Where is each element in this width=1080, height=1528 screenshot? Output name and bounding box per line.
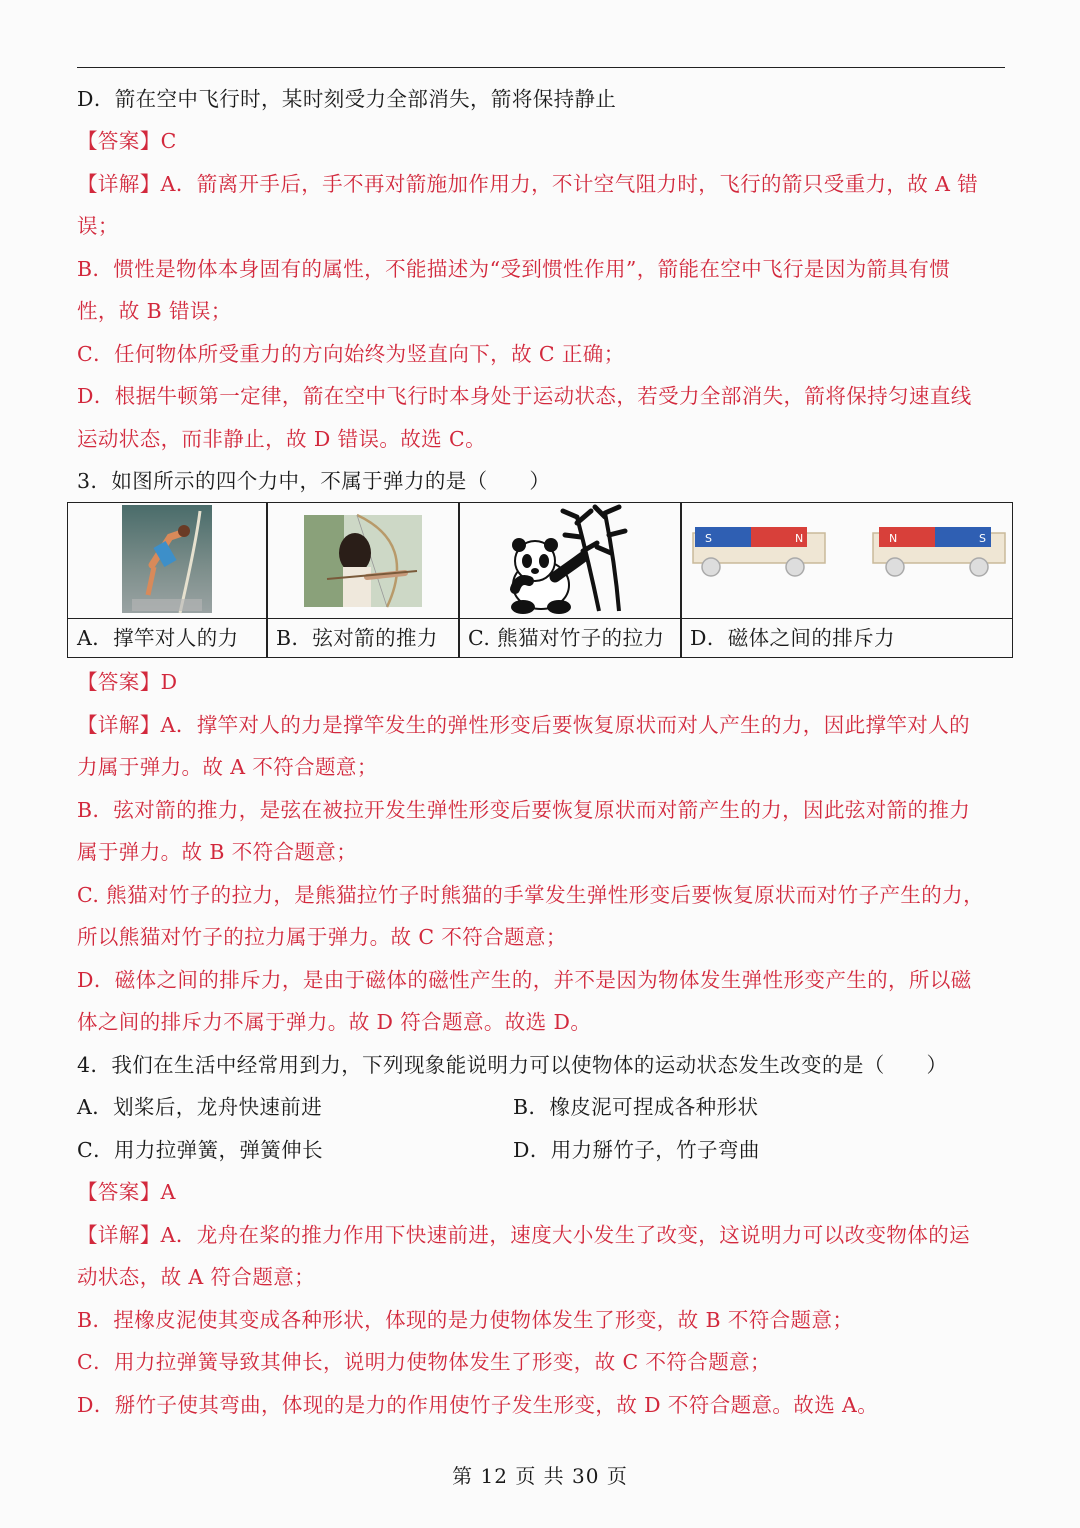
header-rule bbox=[77, 67, 1005, 68]
detail-line: D．根据牛顿第一定律，箭在空中飞行时本身处于运动状态，若受力全部消失，箭将保持匀速直线 bbox=[77, 384, 972, 408]
detail-line: 误； bbox=[77, 214, 119, 238]
detail-line: 【详解】A．箭离开手后，手不再对箭施加作用力，不计空气阻力时，飞行的箭只受重力，故 A 错 bbox=[77, 172, 979, 196]
detail-line: 属于弹力。故 B 不符合题意； bbox=[77, 840, 358, 864]
answer-value: C bbox=[160, 129, 177, 153]
magnet-pole-label: N bbox=[795, 532, 804, 545]
pole-vault-image bbox=[68, 503, 266, 617]
caption-d: D．磁体之间的排斥力 bbox=[681, 618, 1012, 658]
cell-b bbox=[267, 503, 458, 657]
magnet-pole-label: N bbox=[889, 532, 898, 545]
option-a: A．划桨后，龙舟快速前进 bbox=[77, 1095, 323, 1119]
answer-line bbox=[77, 127, 1007, 155]
panda-bamboo-image bbox=[459, 503, 680, 617]
detail-line: C．用力拉弹簧导致其伸长，说明力使物体发生了形变，故 C 不符合题意； bbox=[77, 1350, 771, 1374]
detail-line: 动状态，故 A 符合题意； bbox=[77, 1265, 316, 1289]
cell-c bbox=[459, 503, 680, 657]
answer-line: 【答案】D bbox=[77, 670, 178, 694]
detail-line: D．磁体之间的排斥力，是由于磁体的磁性产生的，并不是因为物体发生弹性形变产生的，所以磁 bbox=[77, 968, 972, 992]
magnet-pole-label: S bbox=[705, 532, 712, 545]
question-3: 3．如图所示的四个力中，不属于弹力的是（ ） bbox=[77, 469, 551, 493]
detail-line: 性，故 B 错误； bbox=[77, 299, 232, 323]
magnet-pole-label: S bbox=[979, 532, 986, 545]
option-d-text: D．箭在空中飞行时，某时刻受力全部消失，箭将保持静止 bbox=[77, 87, 617, 111]
detail-line: B．惯性是物体本身固有的属性，不能描述为“受到惯性作用”，箭能在空中飞行是因为箭具有惯 bbox=[77, 257, 951, 281]
detail-line: B．捏橡皮泥使其变成各种形状，体现的是力使物体发生了形变，故 B 不符合题意； bbox=[77, 1308, 854, 1332]
cell-a bbox=[68, 503, 266, 657]
detail-line: 体之间的排斥力不属于弹力。故 D 符合题意。故选 D。 bbox=[77, 1010, 592, 1034]
answer-bracket: 【答案】 bbox=[77, 129, 161, 153]
detail-line: 力属于弹力。故 A 不符合题意； bbox=[77, 755, 378, 779]
page-footer: 第 12 页 共 30 页 bbox=[452, 1464, 628, 1488]
question-3-figure-table bbox=[67, 502, 1013, 658]
caption-a: A．撑竿对人的力 bbox=[68, 618, 266, 658]
caption-b: B．弦对箭的推力 bbox=[267, 618, 458, 658]
caption-c: C. 熊猫对竹子的拉力 bbox=[459, 618, 680, 658]
detail-line: 运动状态，而非静止，故 D 错误。故选 C。 bbox=[77, 427, 486, 451]
detail-line: 【详解】A．龙舟在桨的推力作用下快速前进，速度大小发生了改变，这说明力可以改变物体的运 bbox=[77, 1223, 971, 1247]
answer-line: 【答案】A bbox=[77, 1180, 176, 1204]
question-4: 4．我们在生活中经常用到力，下列现象能说明力可以使物体的运动状态发生改变的是（ ） bbox=[77, 1053, 948, 1077]
option-d: D．用力掰竹子，竹子弯曲 bbox=[513, 1138, 760, 1162]
detail-line: 所以熊猫对竹子的拉力属于弹力。故 C 不符合题意； bbox=[77, 925, 567, 949]
magnets-on-carts-image bbox=[681, 503, 1012, 617]
detail-line: D．掰竹子使其弯曲，体现的是力的作用使竹子发生形变，故 D 不符合题意。故选 A。 bbox=[77, 1393, 879, 1417]
detail-line: 【详解】A．撑竿对人的力是撑竿发生的弹性形变后要恢复原状而对人产生的力，因此撑竿对人的 bbox=[77, 713, 971, 737]
detail-line: B．弦对箭的推力，是弦在被拉开发生弹性形变后要恢复原状而对箭产生的力，因此弦对箭的推力 bbox=[77, 798, 971, 822]
detail-line: C. 熊猫对竹子的拉力，是熊猫拉竹子时熊猫的手掌发生弹性形变后要恢复原状而对竹子产生的力， bbox=[77, 883, 984, 907]
option-c: C．用力拉弹簧，弹簧伸长 bbox=[77, 1138, 323, 1162]
detail-line: C．任何物体所受重力的方向始终为竖直向下，故 C 正确； bbox=[77, 342, 625, 366]
option-b: B．橡皮泥可捏成各种形状 bbox=[513, 1095, 759, 1119]
detail-bracket: 【详解】 bbox=[77, 172, 161, 196]
cell-d bbox=[681, 503, 1012, 657]
archery-image bbox=[267, 503, 458, 617]
